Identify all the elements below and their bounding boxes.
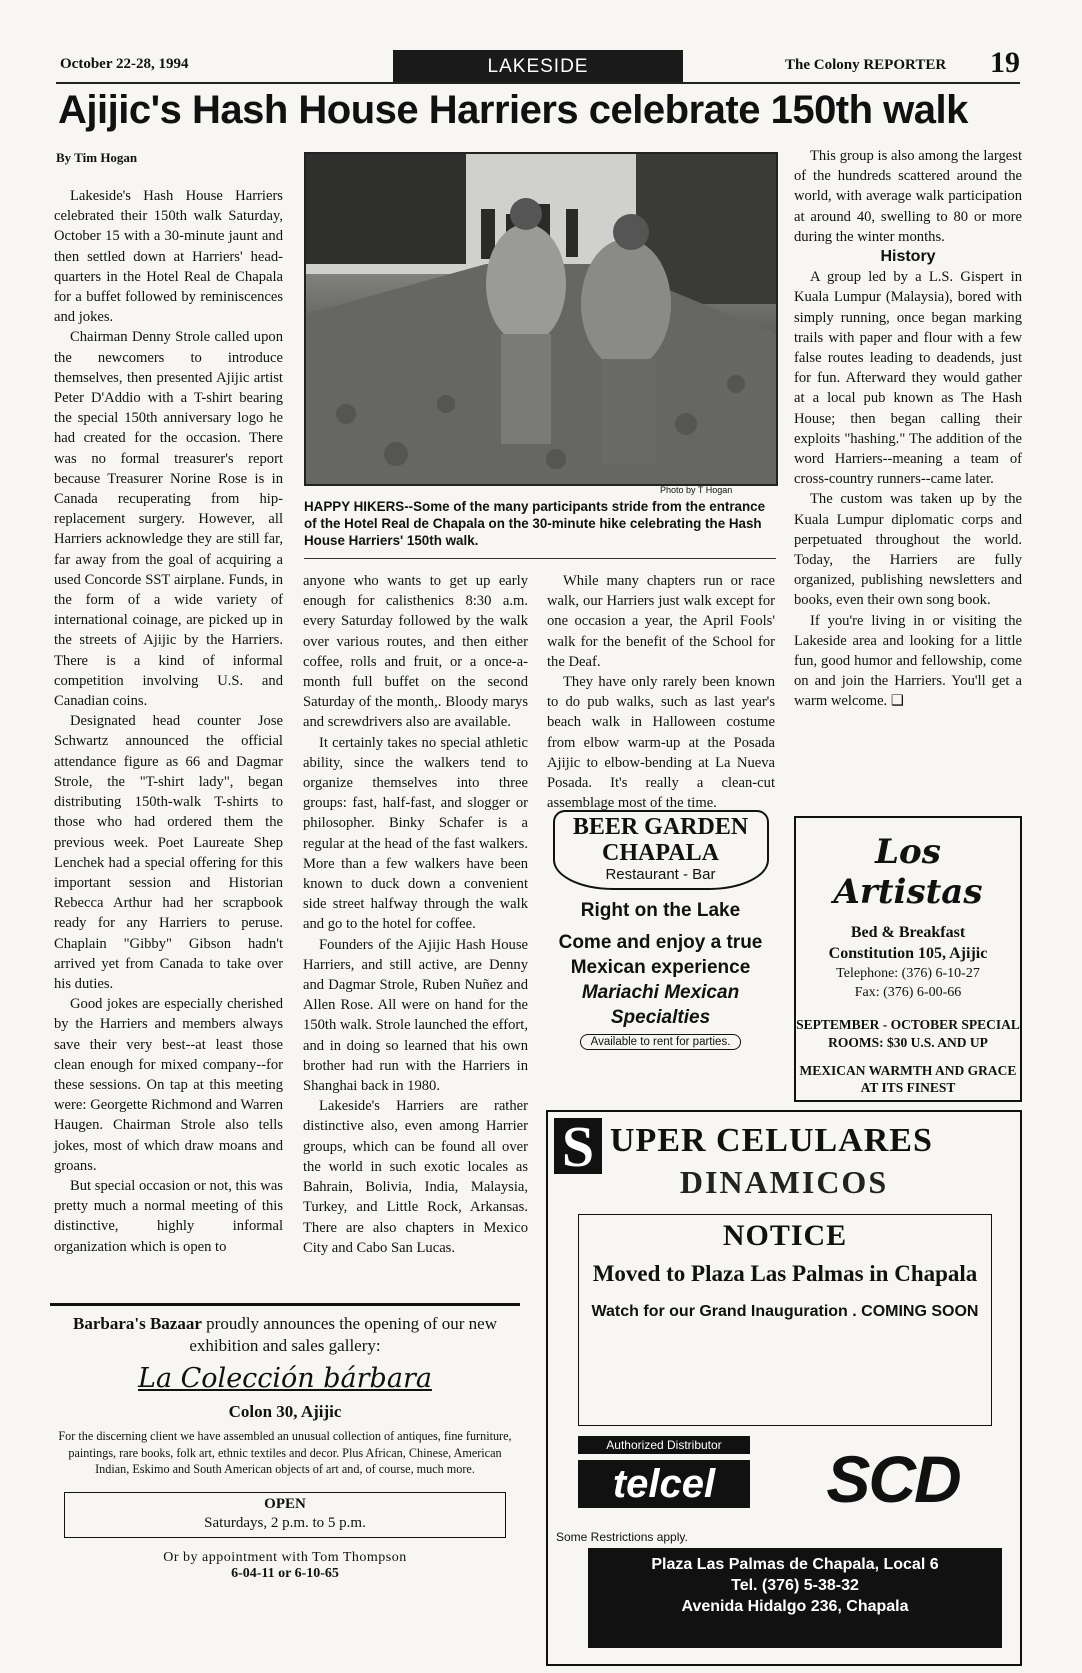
scd-logo: SCD <box>826 1442 960 1516</box>
lodging-slogan: MEXICAN WARMTH AND GRACE AT ITS FINEST <box>799 1063 1017 1095</box>
photo-image <box>306 154 776 484</box>
paragraph: Lakeside's Hash House Harriers celebrated their 150th walk Saturday, October 15 with a 30-minute jaunt and then settled down at Harriers' head-quarters in the Hotel Real de Chapala for a buffet followed by reminiscences and jokes. <box>54 188 283 326</box>
restrictions-note: Some Restrictions apply. <box>556 1530 688 1544</box>
newspaper-name: The Colony REPORTER <box>785 57 947 73</box>
paragraph: The custom was taken up by the Kuala Lumpur diplomatic corps and perpetuated throughout the world. Today, the Harriers are fully organized, publishing newsletters and books, even their own song book. <box>794 491 1022 609</box>
big-initial: S <box>554 1118 602 1174</box>
beer-garden-rental-note: Available to rent for parties. <box>580 1034 742 1050</box>
lodging-fax: Fax: (376) 6-00-66 <box>854 985 962 1000</box>
los-artistas-ad <box>794 816 1022 1102</box>
beer-garden-logo <box>553 810 769 890</box>
open-label: OPEN <box>264 1495 306 1512</box>
beer-garden-ad <box>548 810 773 1090</box>
paragraph: While many chapters run or race walk, our Harriers just walk except for one occasion a year, the April Fools' walk for the benefit of the School for the Deaf. <box>547 573 775 670</box>
notice-title: NOTICE <box>722 1219 848 1252</box>
beer-garden-title: BEER GARDEN CHAPALA <box>572 814 749 866</box>
store-address-block <box>588 1548 1002 1648</box>
bazaar-name: Barbara's Bazaar <box>73 1314 202 1333</box>
open-hours: Saturdays, 2 p.m. to 5 p.m. <box>204 1514 366 1531</box>
article-headline: Ajijic's Hash House Harriers celebrate 150th walk <box>58 88 968 132</box>
history-subhead: History <box>880 248 936 266</box>
store-phone: Tel. (376) 5-38-32 <box>731 1577 859 1594</box>
article-column-4 <box>794 146 1022 712</box>
page-number: 19 <box>990 46 1020 79</box>
notice-inauguration: Watch for our Grand Inauguration . COMING SOON <box>591 1303 979 1320</box>
notice-body: Moved to Plaza Las Palmas in Chapala <box>592 1261 978 1286</box>
paragraph: It certainly takes no special athletic ability, since the walkers tend to organize themselves into three groups: fast, half-fast, and slogger or philosopher. Binky Schafer is a regular at the head of the fast walkers. More than a few walkers have been known to duck down a convenient side street halfway through the walk and go to the hotel for coffee. <box>303 734 528 933</box>
paragraph: Chairman Denny Strole called upon the newcomers to introduce themselves, then presented Ajijic artist Peter D'Addio with a T-shirt bearing the special 150th anniversary logo he had created for the occasion. There was no formal treasurer's report because Treasurer Norine Rose is in Canada recuperating from hip-replacement surgery. However, all Harriers acknowledge they are still far, far away from the goal of acquiring a used Concorde SST airplane. Funds, in the form of a wide variety of international coinage, are picked up in the streets of Ajijic by the Harriers. There is a kind of informal competition involving U.S. and Canadian coins. <box>54 329 283 710</box>
article-byline: By Tim Hogan <box>56 150 138 165</box>
los-artistas-logo: Los Artistas <box>833 832 983 912</box>
article-column-3 <box>547 571 775 813</box>
bazaar-intro-text: proudly announces the opening of our new exhibition and sales gallery: <box>189 1314 497 1355</box>
paragraph: Lakeside's Harriers are rather distinctive also, even among Harrier groups, which can be found all over the world in such exotic locales as Bahrain, Bolivia, India, Malaysia, Turkey, and Little Rock, Arkansas. There are also chapters in Mexico City and Cabo San Lucas. <box>303 1098 528 1256</box>
lodging-address: Constitution 105, Ajijic <box>828 945 988 962</box>
paragraph: A group led by a L.S. Gispert in Kuala Lumpur (Malaysia), bored with simply running, once began marking trails with paper and flour with a few false routes leading to deadends, just for fun. Afterward they would gather at a local pub known as The Hash House; then began calling their exploits "hashing." The addition of the word Harriers--meaning a team of cross-country runners--came later. <box>794 269 1022 488</box>
store-address-line1: Plaza Las Palmas de Chapala, Local 6 <box>651 1556 939 1573</box>
store-address-line2: Avenida Hidalgo 236, Chapala <box>681 1598 909 1615</box>
beer-garden-tagline: Right on the Lake <box>580 900 741 921</box>
bazaar-address: Colon 30, Ajijic <box>228 1402 342 1421</box>
header-rule <box>56 82 1020 84</box>
paragraph: This group is also among the largest of the hundreds scattered around the world, with average walk participation at around 40, swelling to 80 or more during the winter months. <box>794 148 1022 245</box>
lodging-telephone: Telephone: (376) 6-10-27 <box>836 966 980 981</box>
photo-credit: Photo by T Hogan <box>660 485 733 495</box>
relocation-notice <box>578 1214 992 1426</box>
beer-garden-subtitle: Restaurant - Bar <box>605 866 716 883</box>
paragraph: anyone who wants to get up early enough for calisthenics 8:30 a.m. every Saturday followed by the walk over various routes, and then either coffee, rolls and fruit, or a once-a-month full buffet on the second Saturday of the month,. Bloody marys and screwdrivers also are available. <box>303 573 528 731</box>
gallery-name: La Colección bárbara <box>138 1363 432 1394</box>
paragraph: Founders of the Ajijic Hash House Harriers, and still active, are Denny and Dagmar Strole, Ruben Nuñez and Allen Rose. All were on hand for the 150th walk. Strole launched the effort, and in doing so learned that his own brother had run with the Harriers in Shanghai back in 1980. <box>303 936 528 1095</box>
paragraph: They have only rarely been known to do pub walks, such as last year's beach walk in Halloween costume from elbow warm-up at the Posada Ajijic to elbow-bending at La Nueva Posada. It's really a clean-cut assemblage most of the time. <box>547 674 775 812</box>
beer-garden-specialties: Mariachi Mexican Specialties <box>581 982 740 1028</box>
paragraph: Good jokes are especially cherished by the Harriers and members always save their very best--at least those clean enough for mixed company--for these sessions. On tap at this meeting were: Georgette Richmond and Warren Haugen. Chairman Strole also tells jokes, most of which draw moans and groans. <box>54 996 283 1174</box>
bazaar-intro <box>50 1313 520 1357</box>
super-celulares-ad <box>546 1110 1022 1666</box>
paragraph: Designated head counter Jose Schwartz announced the official attendance figure as 66 and Dagmar Strole, the "T-shirt lady", began distributing 150th-walk T-shirts to those who had ordered them the previous week. Poet Laureate Shep Lenchek had a special offering for this important session and Historian Rebecca Arthur had her scrapbook ready for any Harriers to peruse. Chaplain "Gibby" Gibson hadn't arrived yet from Canada to take over his duties. <box>54 713 283 992</box>
telcel-logo: telcel <box>578 1460 750 1508</box>
beer-garden-invite: Come and enjoy a true Mexican experience <box>558 932 763 978</box>
hikers-photo <box>304 152 778 486</box>
photo-caption: HAPPY HIKERS--Some of the many participants stride from the entrance of the Hotel Real de Chapala on the 30-minute hike celebrating the Hash House Harriers' 150th walk. <box>304 499 766 548</box>
opening-hours-box <box>64 1492 506 1538</box>
article-column-1 <box>54 186 283 1257</box>
paragraph: If you're living in or visiting the Lakeside area and looking for a little fun, good humor and fellowship, come on and join the Harriers. You'll get a warm welcome. ❑ <box>794 612 1022 710</box>
bazaar-phones: 6-04-11 or 6-10-65 <box>231 1565 339 1581</box>
bazaar-description: For the discerning client we have assembled an unusual collection of antiques, fine furniture, paintings, rare books, folk art, ethnic textiles and decor. Plus African, Chinese, American Indian, Eskimo and South American objects of art and, of course, much more. <box>58 1429 512 1476</box>
issue-date: October 22-28, 1994 <box>60 56 189 72</box>
paragraph: But special occasion or not, this was pretty much a normal meeting of this distinctive, highly informal organization which is open to <box>54 1177 283 1255</box>
section-banner: LAKESIDE <box>393 50 683 83</box>
store-name-line1: UPER CELULARES <box>610 1122 933 1159</box>
lodging-special: SEPTEMBER - OCTOBER SPECIAL ROOMS: $30 U.S. AND UP <box>796 1017 1020 1050</box>
caption-rule <box>304 558 776 559</box>
ad-top-rule <box>50 1303 520 1306</box>
article-column-2 <box>303 571 528 1258</box>
appointment-note: Or by appointment with Tom Thompson <box>163 1549 407 1565</box>
authorized-distributor-label: Authorized Distributor <box>578 1436 750 1454</box>
lodging-type: Bed & Breakfast <box>850 924 966 941</box>
barbaras-bazaar-ad <box>50 1303 520 1673</box>
store-name-line2: DINAMICOS <box>679 1164 889 1200</box>
